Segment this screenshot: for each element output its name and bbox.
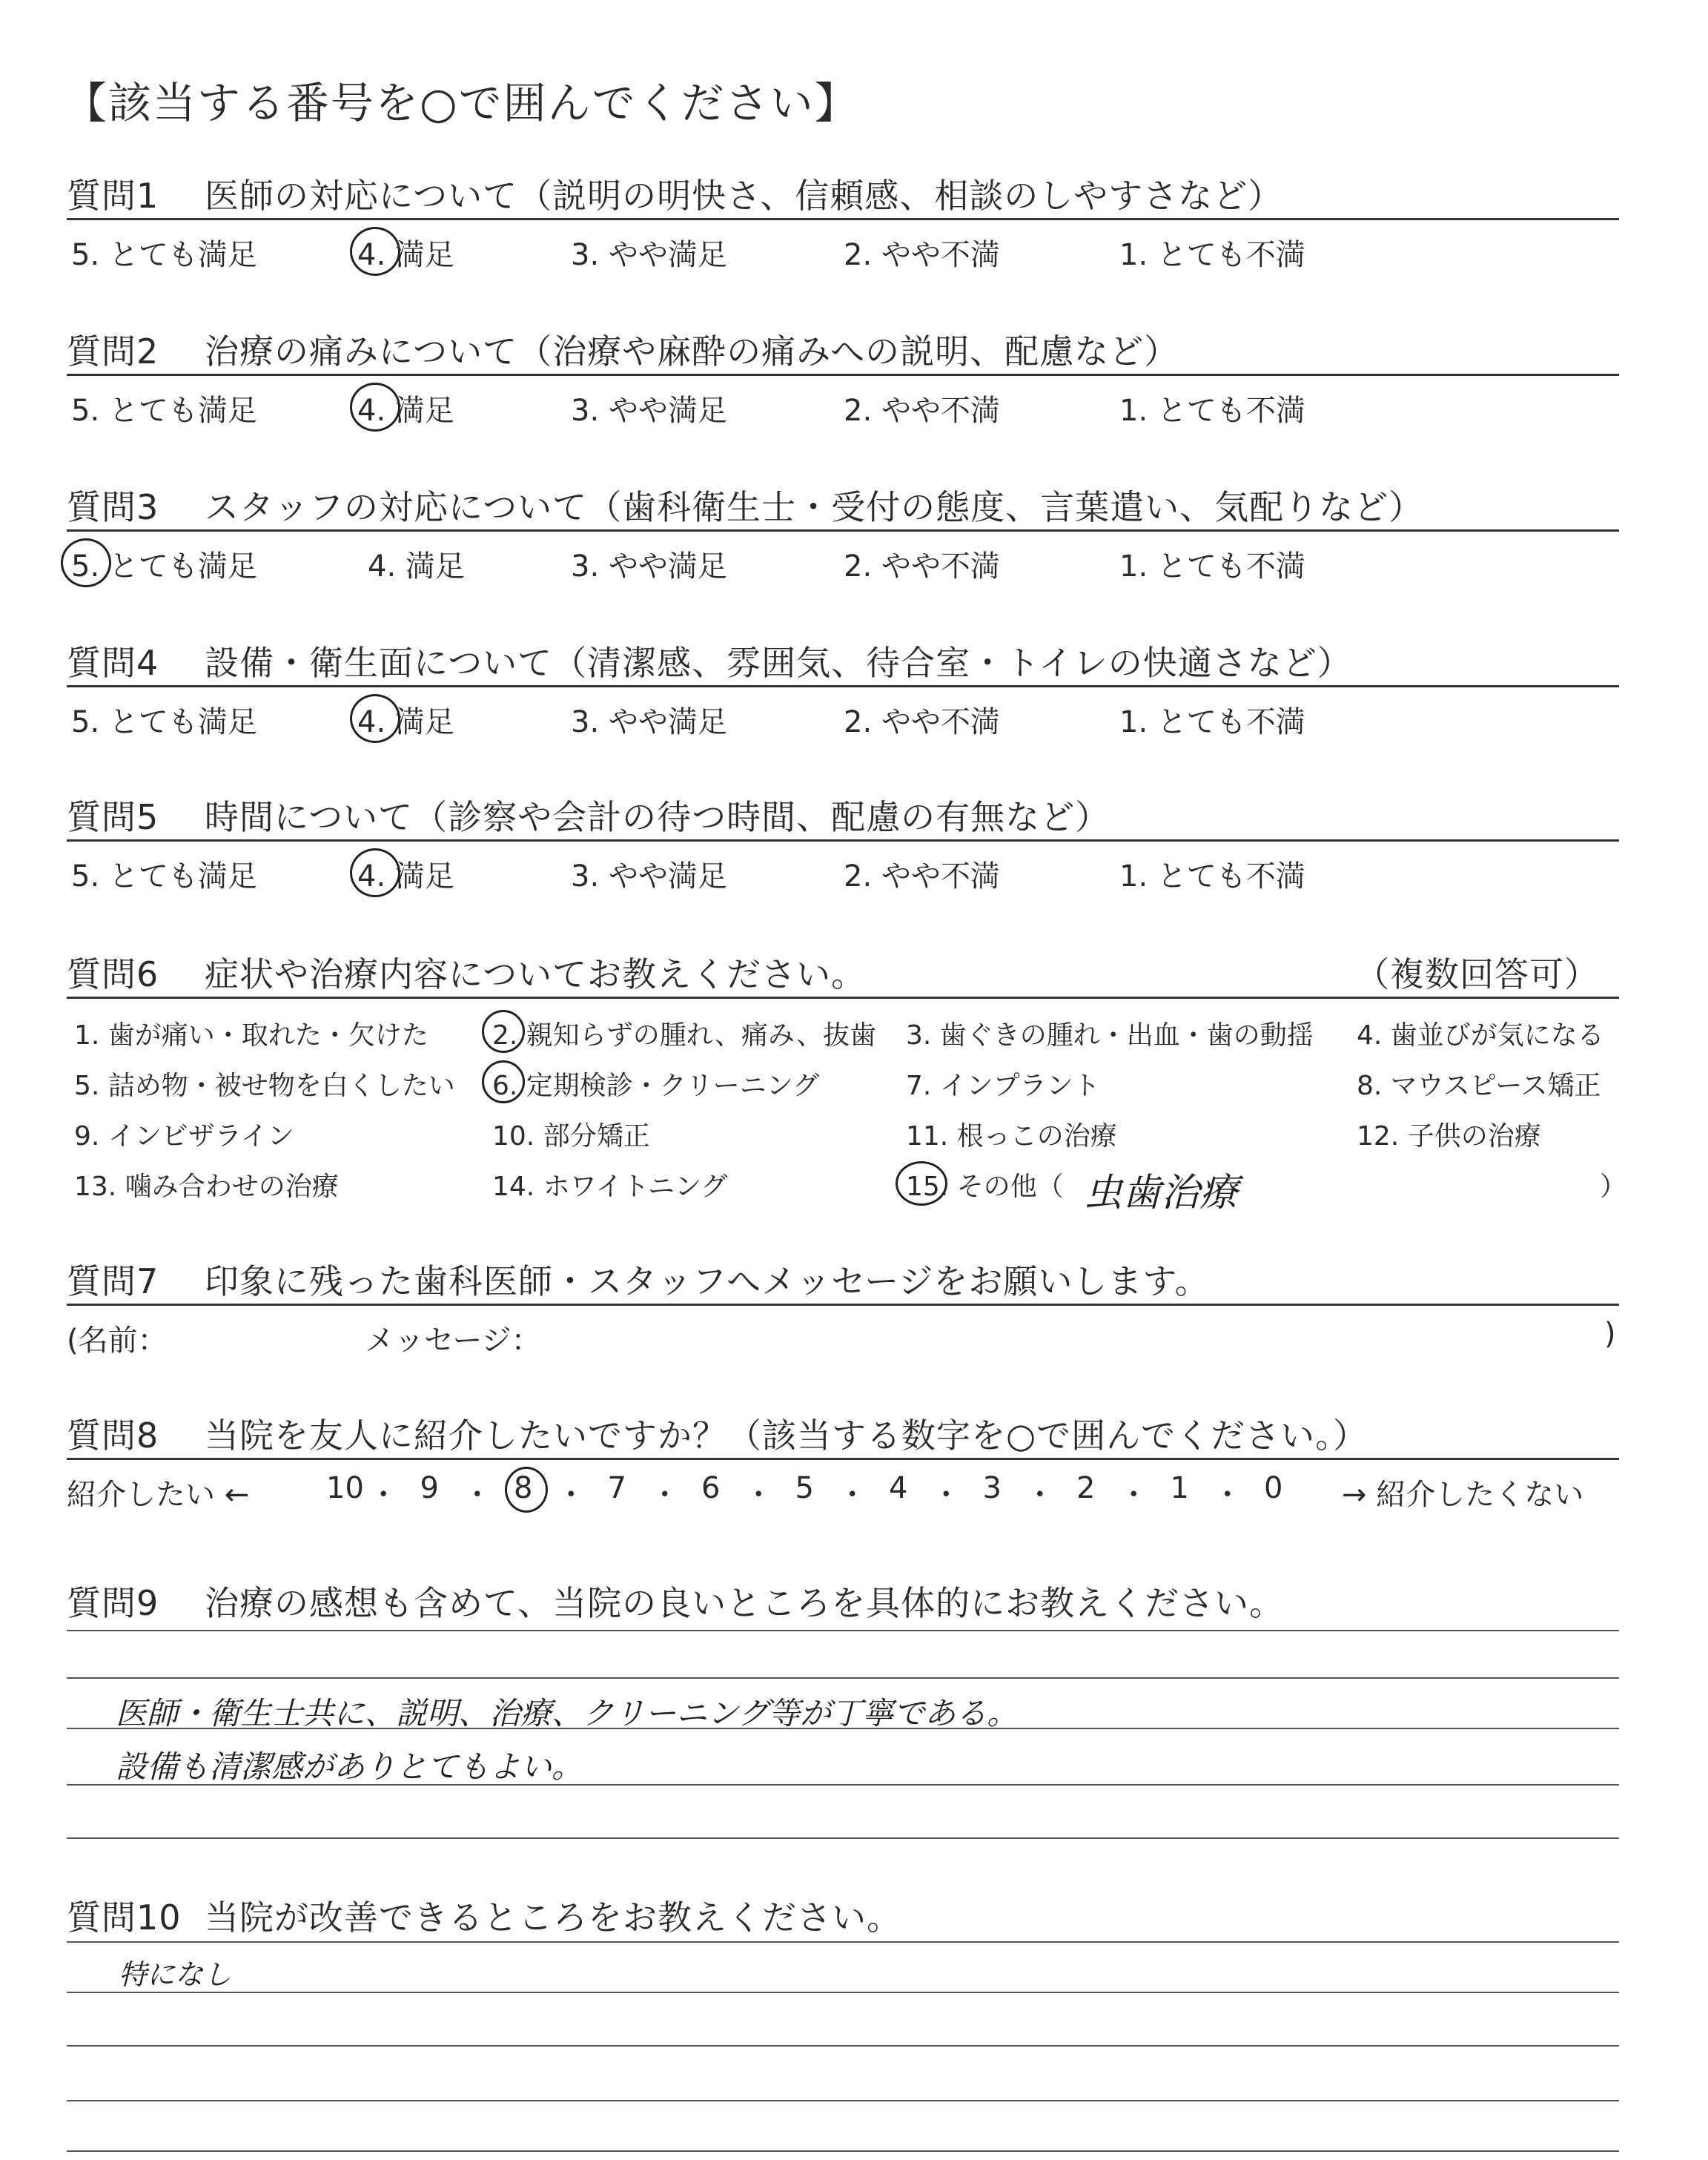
q1-title <box>67 169 1282 218</box>
q6-option-5[interactable]: 5. 詰め物・被せ物を白くしたい <box>74 1071 455 1101</box>
q5-option-5[interactable]: 5. とても満足 <box>71 859 257 894</box>
q1-option-3[interactable]: 3. やや満足 <box>571 238 727 272</box>
q8-scale-4[interactable]: 4 <box>889 1471 908 1505</box>
q5-selection-circle <box>350 848 400 897</box>
q8-left-label: 紹介したい ← <box>67 1478 250 1512</box>
q10-line-4 <box>67 2100 1619 2101</box>
q10-line-3 <box>67 2045 1619 2047</box>
q8-scale-0[interactable]: 0 <box>1264 1471 1283 1505</box>
q5-number: 質問5 <box>67 797 159 837</box>
q6-option-13[interactable]: 13. 噛み合わせの治療 <box>74 1172 339 1202</box>
q1-rule <box>67 218 1619 220</box>
q8-scale-separator: ・ <box>931 1478 961 1512</box>
q9-title <box>67 1576 1284 1625</box>
q7-number: 質問7 <box>67 1261 159 1301</box>
q3-option-3[interactable]: 3. やや満足 <box>571 549 727 584</box>
q8-scale-1[interactable]: 1 <box>1170 1471 1189 1505</box>
q2-text: 治療の痛みについて（治療や麻酔の痛みへの説明、配慮など） <box>205 331 1179 371</box>
q6-text: 症状や治療内容についてお教えください。 <box>205 954 867 994</box>
q7-text: 印象に残った歯科医師・スタッフへメッセージをお願いします。 <box>205 1261 1210 1301</box>
q9-line-1 <box>67 1630 1619 1631</box>
q9-line-2 <box>67 1677 1619 1679</box>
q4-option-3[interactable]: 3. やや満足 <box>571 705 727 739</box>
q3-option-1[interactable]: 1. とても不満 <box>1119 549 1305 584</box>
q8-scale-separator: ・ <box>368 1478 399 1512</box>
q4-option-5[interactable]: 5. とても満足 <box>71 705 257 739</box>
q6-option-2-circle <box>482 1010 525 1053</box>
q10-title <box>67 1891 901 1940</box>
q8-scale-separator: ・ <box>1025 1478 1055 1512</box>
q8-scale-3[interactable]: 3 <box>982 1471 1002 1505</box>
q8-scale-separator: ・ <box>649 1478 680 1512</box>
q6-option-2[interactable]: 2. 親知らずの腫れ、痛み、抜歯 <box>492 1020 877 1051</box>
q8-text: 当院を友人に紹介したいですか？（該当する数字を○で囲んでください。） <box>205 1416 1368 1456</box>
q8-right-label: → 紹介したくない <box>1342 1478 1584 1512</box>
q5-rule <box>67 839 1619 842</box>
q8-scale-9[interactable]: 9 <box>420 1471 439 1505</box>
q10-line-1 <box>67 1941 1619 1943</box>
q8-rule <box>67 1458 1619 1460</box>
q8-scale-8[interactable]: 8 <box>514 1471 533 1505</box>
q4-option-1[interactable]: 1. とても不満 <box>1119 705 1305 739</box>
q7-title <box>67 1255 1210 1304</box>
q4-number: 質問4 <box>67 643 159 683</box>
q6-option-10[interactable]: 10. 部分矯正 <box>492 1121 650 1152</box>
q7-message-label: メッセージ： <box>365 1324 541 1358</box>
q5-text: 時間について（診察や会計の待つ時間、配慮の有無など） <box>205 797 1110 837</box>
q6-option-7[interactable]: 7. インプラント <box>906 1071 1100 1101</box>
q8-scale-separator: ・ <box>556 1478 586 1512</box>
q8-scale-7[interactable]: 7 <box>607 1471 626 1505</box>
q6-option-9[interactable]: 9. インビザライン <box>74 1121 294 1152</box>
q5-title <box>67 790 1110 839</box>
q8-scale-10[interactable]: 10 <box>326 1471 364 1505</box>
q5-option-1[interactable]: 1. とても不満 <box>1119 859 1305 894</box>
q9-text: 治療の感想も含めて、当院の良いところを具体的にお教えください。 <box>205 1583 1285 1623</box>
q2-option-5[interactable]: 5. とても満足 <box>71 394 257 428</box>
q4-selection-circle <box>350 694 400 743</box>
q6-number: 質問6 <box>67 954 159 994</box>
q6-option-15[interactable]: 15. その他（ <box>906 1172 1064 1202</box>
q1-option-5[interactable]: 5. とても満足 <box>71 238 257 272</box>
q6-option-8[interactable]: 8. マウスピース矯正 <box>1357 1071 1601 1101</box>
q6-other-answer[interactable]: 虫歯治療 <box>1084 1171 1239 1215</box>
q2-selection-circle <box>350 383 400 432</box>
q6-option-3[interactable]: 3. 歯ぐきの腫れ・出血・歯の動揺 <box>906 1020 1314 1051</box>
q4-option-2[interactable]: 2. やや不満 <box>844 705 1000 739</box>
q10-text: 当院が改善できるところをお教えください。 <box>205 1898 901 1938</box>
q8-scale-6[interactable]: 6 <box>701 1471 721 1505</box>
q2-rule <box>67 374 1619 376</box>
q6-option-15-circle <box>896 1161 947 1206</box>
q8-number: 質問8 <box>67 1416 159 1456</box>
q10-number: 質問10 <box>67 1898 182 1938</box>
q3-option-5[interactable]: 5. とても満足 <box>71 549 257 584</box>
q2-option-3[interactable]: 3. やや満足 <box>571 394 727 428</box>
q1-text: 医師の対応について（説明の明快さ、信頼感、相談のしやすさなど） <box>205 176 1283 216</box>
q2-title <box>67 325 1179 374</box>
q9-number: 質問9 <box>67 1583 159 1623</box>
q9-answer-line-1[interactable]: 医師・衛生士共に、説明、治療、クリーニング等が丁寧である。 <box>116 1695 1019 1731</box>
q3-option-2[interactable]: 2. やや不満 <box>844 549 1000 584</box>
q8-scale-separator: ・ <box>1212 1478 1242 1512</box>
q1-option-2[interactable]: 2. やや不満 <box>844 238 1000 272</box>
q9-line-5 <box>67 1837 1619 1839</box>
q2-option-1[interactable]: 1. とても不満 <box>1119 394 1305 428</box>
q4-text: 設備・衛生面について（清潔感、雰囲気、待合室・トイレの快適さなど） <box>205 643 1352 683</box>
q8-scale-separator: ・ <box>462 1478 492 1512</box>
q7-close-paren: ) <box>1604 1317 1616 1351</box>
q6-option-6-circle <box>482 1060 525 1103</box>
q6-option-14[interactable]: 14. ホワイトニング <box>492 1172 728 1202</box>
q7-name-label: (名前： <box>67 1324 168 1358</box>
q6-title <box>67 948 866 997</box>
q6-option-1[interactable]: 1. 歯が痛い・取れた・欠けた <box>74 1020 428 1051</box>
page-title: 【該当する番号を○で囲んでください】 <box>64 78 859 128</box>
q3-title <box>67 480 1423 529</box>
q9-answer-line-2[interactable]: 設備も清潔感がありとてもよい。 <box>116 1748 583 1785</box>
q6-option-6[interactable]: 6. 定期検診・クリーニング <box>492 1071 820 1101</box>
q5-option-2[interactable]: 2. やや不満 <box>844 859 1000 894</box>
q6-option-11[interactable]: 11. 根っこの治療 <box>906 1121 1117 1152</box>
q6-option-4[interactable]: 4. 歯並びが気になる <box>1357 1020 1604 1051</box>
q4-title <box>67 636 1352 685</box>
q6-other-close: ） <box>1600 1172 1627 1202</box>
q8-selection-circle <box>505 1467 548 1513</box>
q8-scale-5[interactable]: 5 <box>795 1471 814 1505</box>
q8-scale-2[interactable]: 2 <box>1076 1471 1096 1505</box>
q3-text: スタッフの対応について（歯科衛生士・受付の態度、言葉遣い、気配りなど） <box>205 487 1424 527</box>
q7-rule <box>67 1304 1619 1306</box>
q3-rule <box>67 529 1619 532</box>
q5-option-4[interactable]: 4. 満足 <box>357 859 454 894</box>
q5-option-3[interactable]: 3. やや満足 <box>571 859 727 894</box>
q8-scale-separator: ・ <box>837 1478 867 1512</box>
q2-number: 質問2 <box>67 331 159 371</box>
q6-rule <box>67 997 1619 999</box>
q1-option-4[interactable]: 4. 満足 <box>357 238 454 272</box>
q1-selection-circle <box>350 227 400 276</box>
q2-option-2[interactable]: 2. やや不満 <box>844 394 1000 428</box>
q8-scale-separator: ・ <box>744 1478 774 1512</box>
q3-number: 質問3 <box>67 487 159 527</box>
q3-selection-circle <box>61 538 111 587</box>
q1-option-1[interactable]: 1. とても不満 <box>1119 238 1305 272</box>
q3-option-4[interactable]: 4. 満足 <box>368 549 465 584</box>
q2-option-4[interactable]: 4. 満足 <box>357 394 454 428</box>
q4-option-4[interactable]: 4. 満足 <box>357 705 454 739</box>
q6-multiple-note: （複数回答可） <box>1355 954 1599 994</box>
q10-line-2 <box>67 1992 1619 1993</box>
q10-line-5 <box>67 2150 1619 2152</box>
q8-title <box>67 1409 1368 1458</box>
q10-answer-line-1[interactable]: 特になし <box>119 1958 232 1991</box>
q4-rule <box>67 685 1619 687</box>
q6-option-12[interactable]: 12. 子供の治療 <box>1357 1121 1541 1152</box>
q1-number: 質問1 <box>67 176 159 216</box>
q8-scale-separator: ・ <box>1119 1478 1149 1512</box>
